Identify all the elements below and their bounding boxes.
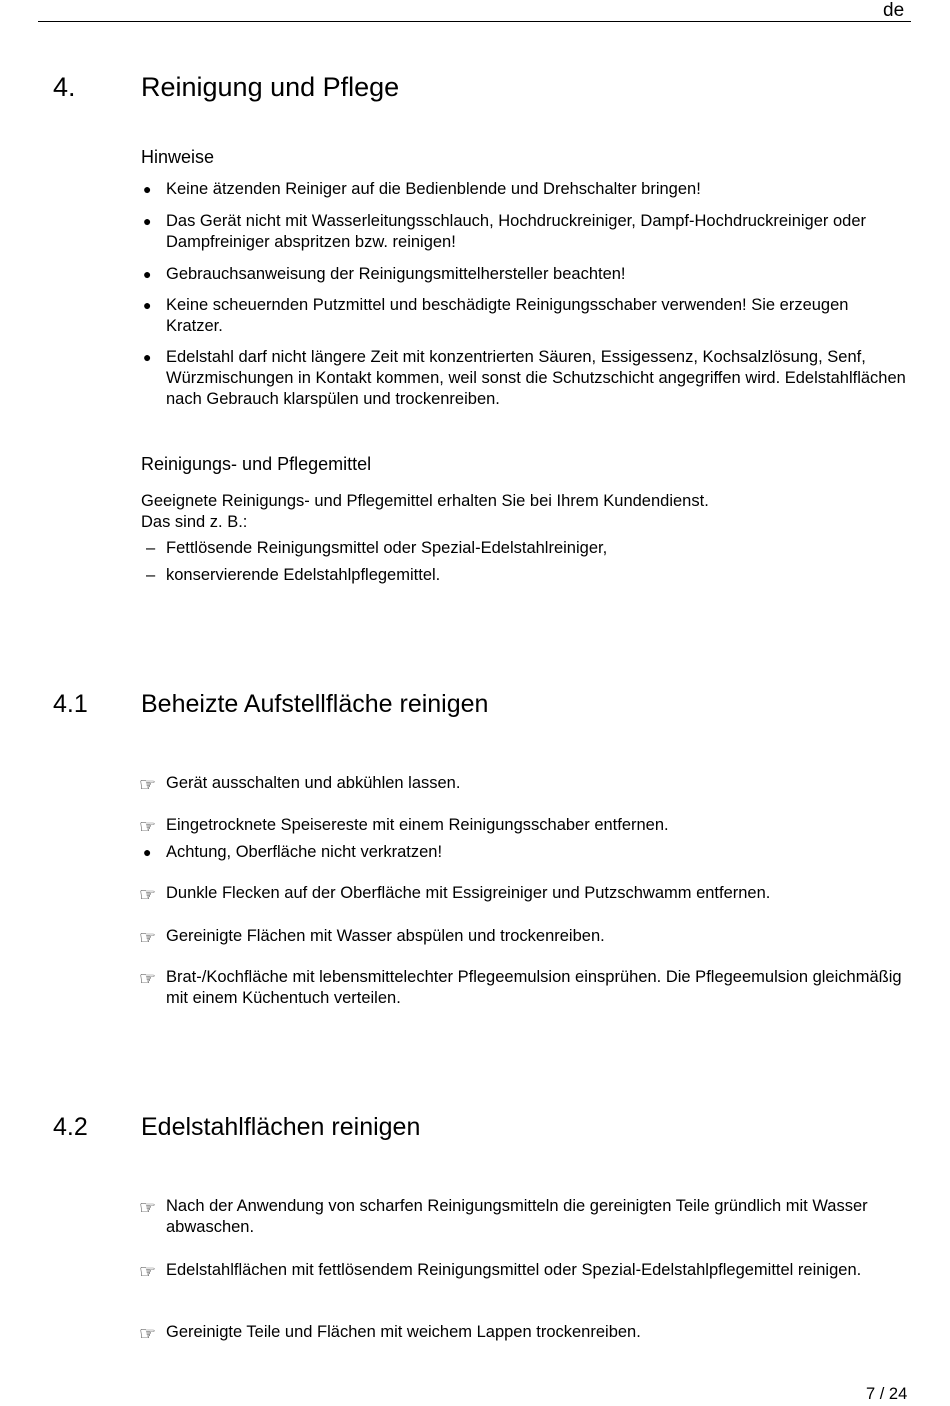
step-item: Gerät ausschalten und abkühlen lassen. [166,774,461,792]
dash-icon: – [146,566,156,584]
hand-pointer-icon: ☞ [139,775,157,796]
step-item: Gereinigte Flächen mit Wasser abspülen und trockenreiben. [166,927,605,945]
step-item: Edelstahlflächen mit fettlösendem Reinigungsmittel oder Spezial-Edelstahlpflegemittel reinigen. [166,1261,862,1279]
bullet-icon: ● [143,297,152,313]
hand-pointer-icon: ☞ [139,1198,157,1219]
hand-pointer-icon: ☞ [139,885,157,906]
section-title: Beheizte Aufstellfläche reinigen [141,690,489,718]
section-title: Edelstahlflächen reinigen [141,1113,421,1141]
page-number: 7 / 24 [866,1385,908,1403]
notes-heading: Hinweise [141,147,215,167]
step-item: Nach der Anwendung von scharfen Reinigungsmitteln die gereinigten Teile gründlich mit Wasser abwaschen. [166,1197,868,1236]
note-item: Keine scheuernden Putzmittel und beschädigte Reinigungsschaber verwenden! Sie erzeugen Kratzer. [166,296,849,335]
language-label: de [883,0,905,21]
cleaning-agents-intro: Geeignete Reinigungs- und Pflegemittel erhalten Sie bei Ihrem Kundendienst. [141,492,709,510]
hand-pointer-icon: ☞ [139,1262,157,1283]
note-item: Gebrauchsanweisung der Reinigungsmittelhersteller beachten! [166,265,626,283]
section-number: 4.2 [53,1113,88,1141]
hand-pointer-icon: ☞ [139,969,157,990]
agent-item: konservierende Edelstahlpflegemittel. [166,566,441,584]
section-title: Reinigung und Pflege [141,72,400,102]
bullet-icon: ● [143,213,152,229]
dash-icon: – [146,539,156,557]
warning-item: Achtung, Oberfläche nicht verkratzen! [166,843,443,861]
note-item: Keine ätzenden Reiniger auf die Bedienblende und Drehschalter bringen! [166,180,701,198]
header-rule [38,21,911,22]
cleaning-agents-intro: Das sind z. B.: [141,513,248,531]
section-number: 4.1 [53,690,88,718]
bullet-icon: ● [143,349,152,365]
hand-pointer-icon: ☞ [139,817,157,838]
cleaning-agents-heading: Reinigungs- und Pflegemittel [141,454,372,474]
note-item: Das Gerät nicht mit Wasserleitungsschlauch, Hochdruckreiniger, Dampf-Hochdruckreiniger oder Dampfreiniger abspritzen bzw. reinigen! [166,212,867,251]
hand-pointer-icon: ☞ [139,928,157,949]
section-number: 4. [53,72,76,102]
bullet-icon: ● [143,844,152,860]
step-item: Brat-/Kochfläche mit lebensmittelechter Pflegeemulsion einsprühen. Die Pflegeemulsion gleichmäßig mit einem Küchentuch verteilen. [166,968,902,1007]
hand-pointer-icon: ☞ [139,1324,157,1345]
step-item: Dunkle Flecken auf der Oberfläche mit Essigreiniger und Putzschwamm entfernen. [166,884,771,902]
note-item: Edelstahl darf nicht längere Zeit mit konzentrierten Säuren, Essigessenz, Kochsalzlösung, Senf, Würzmischungen in Kontakt kommen, weil sonst die Schutzschicht angegriffen wird. Edelstahlflächen nach Gebrauch klarspülen und trockenreiben. [166,348,906,408]
agent-item: Fettlösende Reinigungsmittel oder Spezial-Edelstahlreiniger, [166,539,608,557]
step-item: Eingetrocknete Speisereste mit einem Reinigungsschaber entfernen. [166,816,669,834]
bullet-icon: ● [143,181,152,197]
step-item: Gereinigte Teile und Flächen mit weichem Lappen trockenreiben. [166,1323,641,1341]
bullet-icon: ● [143,266,152,282]
